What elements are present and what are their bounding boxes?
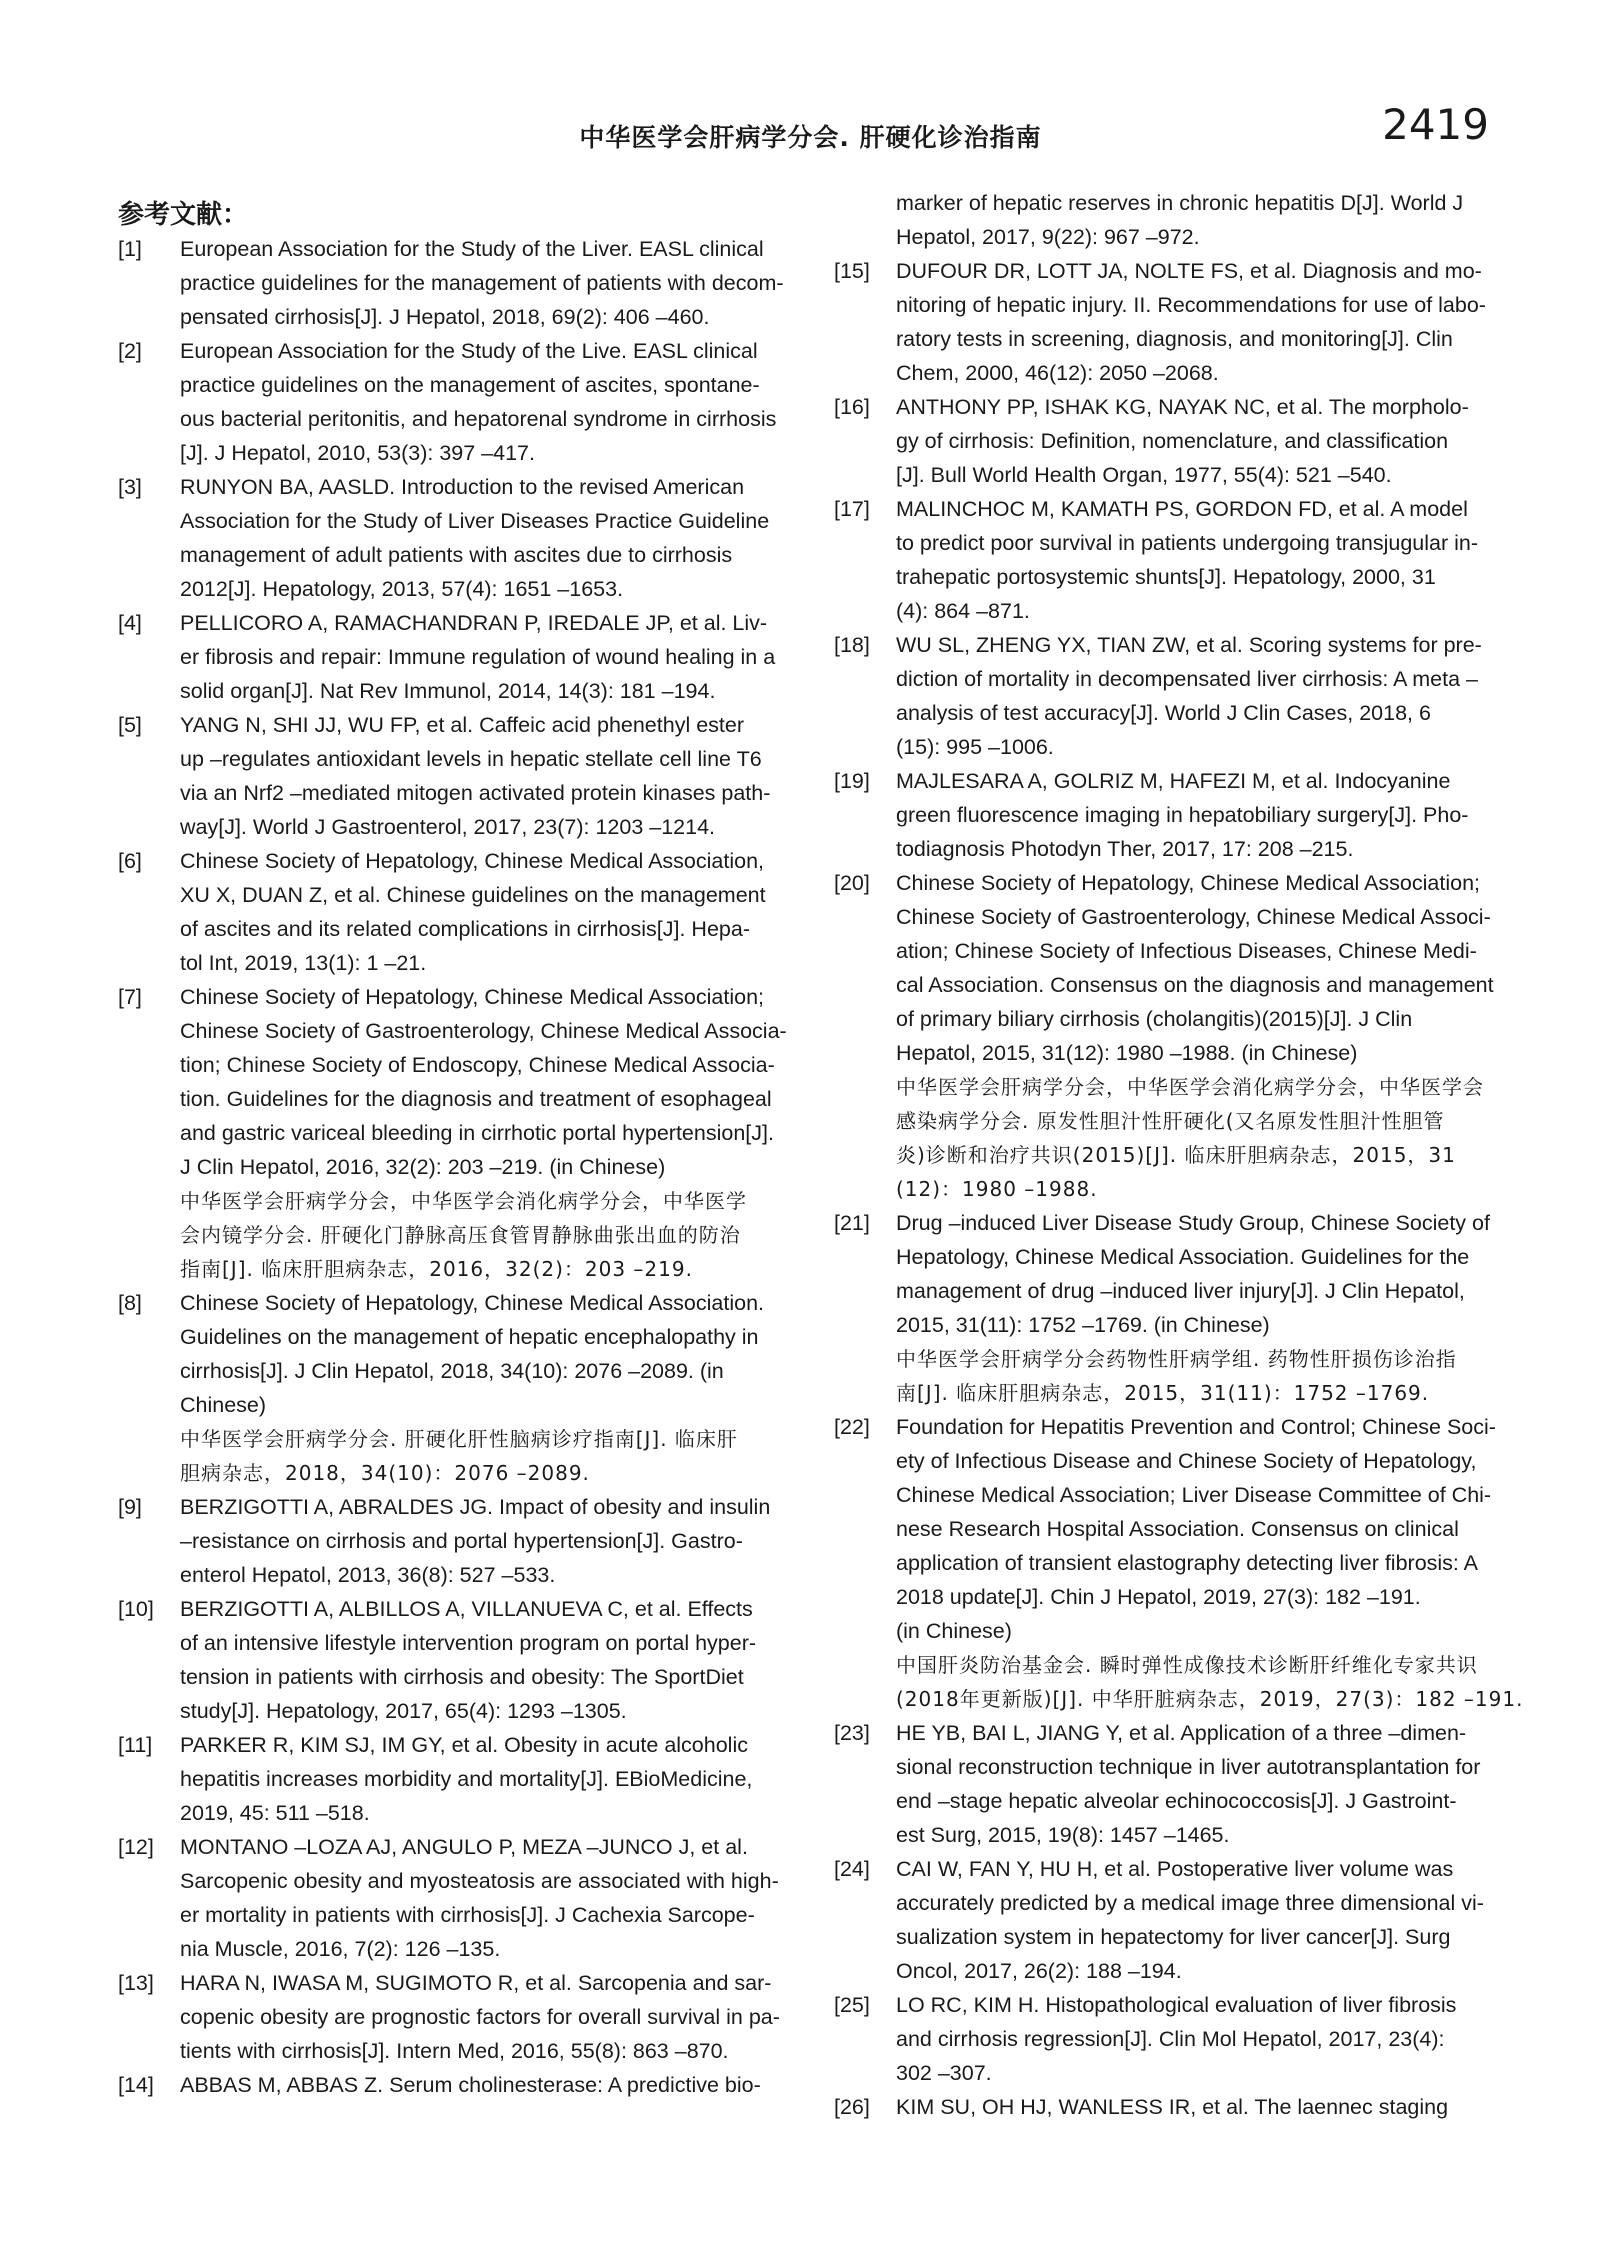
reference-chinese-line: 南[J]. 临床肝胆病杂志，2015，31(11)：1752 –1769. xyxy=(896,1381,1430,1405)
reference-number: [12] xyxy=(118,1835,154,1859)
reference-number: [7] xyxy=(118,985,142,1009)
reference-chinese-line: 中华医学会肝病学分会. 肝硬化肝性脑病诊疗指南[J]. 临床肝 xyxy=(180,1427,738,1451)
reference-line: er fibrosis and repair: Immune regulation of wound healing in a xyxy=(180,645,776,669)
reference-line: 2012[J]. Hepatology, 2013, 57(4): 1651 –1653. xyxy=(180,577,624,601)
reference-line: (4): 864 –871. xyxy=(896,599,1030,623)
reference-text xyxy=(896,764,1510,866)
reference-text xyxy=(896,866,1510,1206)
reference-chinese-line: (12)：1980 –1988. xyxy=(896,1177,1098,1201)
reference-text xyxy=(180,2068,798,2102)
reference-line: cal Association. Consensus on the diagnosis and management xyxy=(896,973,1494,997)
reference-entry xyxy=(834,492,1510,628)
reference-text xyxy=(896,1852,1510,1988)
reference-line: YANG N, SHI JJ, WU FP, et al. Caffeic acid phenethyl ester xyxy=(180,713,744,737)
reference-text xyxy=(180,708,798,844)
reference-number: [23] xyxy=(834,1721,870,1745)
reference-line: solid organ[J]. Nat Rev Immunol, 2014, 14(3): 181 –194. xyxy=(180,679,716,703)
reference-chinese-line: 会内镜学分会. 肝硬化门静脉高压食管胃静脉曲张出血的防治 xyxy=(180,1223,741,1247)
reference-number: [26] xyxy=(834,2095,870,2119)
reference-entry xyxy=(118,470,798,606)
reference-number: [8] xyxy=(118,1291,142,1315)
reference-line: tol Int, 2019, 13(1): 1 –21. xyxy=(180,951,427,975)
reference-number: [3] xyxy=(118,475,142,499)
reference-entry xyxy=(118,232,798,334)
reference-line: green fluorescence imaging in hepatobiliary surgery[J]. Pho- xyxy=(896,803,1469,827)
reference-line: trahepatic portosystemic shunts[J]. Hepatology, 2000, 31 xyxy=(896,565,1436,589)
reference-entry xyxy=(118,1286,798,1490)
reference-line: up –regulates antioxidant levels in hepatic stellate cell line T6 xyxy=(180,747,762,771)
reference-line: (15): 995 –1006. xyxy=(896,735,1054,759)
reference-text xyxy=(896,1988,1510,2090)
reference-line: diction of mortality in decompensated liver cirrhosis: A meta – xyxy=(896,667,1478,691)
reference-number: [10] xyxy=(118,1597,154,1621)
reference-line: PARKER R, KIM SJ, IM GY, et al. Obesity in acute alcoholic xyxy=(180,1733,748,1757)
reference-entry xyxy=(834,866,1510,1206)
reference-line: [J]. Bull World Health Organ, 1977, 55(4): 521 –540. xyxy=(896,463,1392,487)
reference-text xyxy=(180,844,798,980)
reference-line: of an intensive lifestyle intervention program on portal hyper- xyxy=(180,1631,757,1655)
left-column xyxy=(118,186,798,2102)
reference-line: DUFOUR DR, LOTT JA, NOLTE FS, et al. Diagnosis and mo- xyxy=(896,259,1482,283)
reference-list-right xyxy=(834,254,1524,2124)
reference-number: [16] xyxy=(834,395,870,419)
reference-number: [17] xyxy=(834,497,870,521)
reference-line: Chem, 2000, 46(12): 2050 –2068. xyxy=(896,361,1219,385)
reference-line: cirrhosis[J]. J Clin Hepatol, 2018, 34(10): 2076 –2089. (in xyxy=(180,1359,724,1383)
reference-line: of primary biliary cirrhosis (cholangitis)(2015)[J]. J Clin xyxy=(896,1007,1413,1031)
reference-number: [20] xyxy=(834,871,870,895)
reference-line: MALINCHOC M, KAMATH PS, GORDON FD, et al. A model xyxy=(896,497,1468,521)
reference-text xyxy=(896,1410,1523,1716)
reference-entry xyxy=(118,1490,798,1592)
reference-line: BERZIGOTTI A, ALBILLOS A, VILLANUEVA C, et al. Effects xyxy=(180,1597,753,1621)
reference-number: [15] xyxy=(834,259,870,283)
reference-line: Chinese Society of Hepatology, Chinese Medical Association, xyxy=(180,849,765,873)
reference-line: Chinese Society of Hepatology, Chinese Medical Association; xyxy=(896,871,1481,895)
reference-text xyxy=(180,1830,798,1966)
reference-line: nese Research Hospital Association. Consensus on clinical xyxy=(896,1517,1459,1541)
reference-entry xyxy=(118,708,798,844)
reference-line: todiagnosis Photodyn Ther, 2017, 17: 208 –215. xyxy=(896,837,1354,861)
reference-line: 2015, 31(11): 1752 –1769. (in Chinese) xyxy=(896,1313,1270,1337)
reference-entry xyxy=(834,1716,1510,1852)
reference-chinese-line: 中华医学会肝病学分会药物性肝病学组. 药物性肝损伤诊治指 xyxy=(896,1347,1457,1371)
reference-entry xyxy=(834,1852,1510,1988)
reference-line: [J]. J Hepatol, 2010, 53(3): 397 –417. xyxy=(180,441,535,465)
reference-entry xyxy=(118,334,798,470)
reference-entry xyxy=(118,1966,798,2068)
reference-line: est Surg, 2015, 19(8): 1457 –1465. xyxy=(896,1823,1230,1847)
reference-list-left xyxy=(118,232,798,2102)
reference-text xyxy=(896,2090,1510,2124)
reference-number: [2] xyxy=(118,339,142,363)
reference-line: LO RC, KIM H. Histopathological evaluation of liver fibrosis xyxy=(896,1993,1457,2017)
reference-entry xyxy=(834,2090,1510,2124)
reference-line: European Association for the Study of the Live. EASL clinical xyxy=(180,339,758,363)
reference-number: [9] xyxy=(118,1495,142,1519)
reference-line: Association for the Study of Liver Diseases Practice Guideline xyxy=(180,509,770,533)
reference-line: via an Nrf2 –mediated mitogen activated protein kinases path- xyxy=(180,781,771,805)
reference-line: Chinese Medical Association; Liver Disease Committee of Chi- xyxy=(896,1483,1492,1507)
reference-line: Oncol, 2017, 26(2): 188 –194. xyxy=(896,1959,1182,1983)
reference-line: hepatitis increases morbidity and mortality[J]. EBioMedicine, xyxy=(180,1767,753,1791)
reference-line: Chinese Society of Hepatology, Chinese Medical Association; xyxy=(180,985,765,1009)
reference-line: 302 –307. xyxy=(896,2061,992,2085)
reference-line: XU X, DUAN Z, et al. Chinese guidelines on the management xyxy=(180,883,766,907)
reference-text xyxy=(180,606,798,708)
reference-chinese-line: 中国肝炎防治基金会. 瞬时弹性成像技术诊断肝纤维化专家共识 xyxy=(896,1653,1478,1677)
reference-line: Guidelines on the management of hepatic encephalopathy in xyxy=(180,1325,759,1349)
reference-line: analysis of test accuracy[J]. World J Clin Cases, 2018, 6 xyxy=(896,701,1431,725)
reference-text xyxy=(896,390,1510,492)
reference-chinese-line: 中华医学会肝病学分会，中华医学会消化病学分会，中华医学会 xyxy=(896,1075,1484,1099)
reference-entry xyxy=(118,980,798,1286)
reference-line: and cirrhosis regression[J]. Clin Mol Hepatol, 2017, 23(4): xyxy=(896,2027,1445,2051)
reference-entry xyxy=(834,1206,1510,1410)
reference-number: [21] xyxy=(834,1211,870,1235)
reference-line: European Association for the Study of the Liver. EASL clinical xyxy=(180,237,764,261)
reference-line: PELLICORO A, RAMACHANDRAN P, IREDALE JP, et al. Liv- xyxy=(180,611,768,635)
reference-text xyxy=(180,334,798,470)
reference-number: [24] xyxy=(834,1857,870,1881)
reference-entry xyxy=(118,1728,798,1830)
reference-line: and gastric variceal bleeding in cirrhotic portal hypertension[J]. xyxy=(180,1121,774,1145)
reference-line: tion; Chinese Society of Endoscopy, Chinese Medical Associa- xyxy=(180,1053,775,1077)
reference-line: tension in patients with cirrhosis and obesity: The SportDiet xyxy=(180,1665,744,1689)
reference-line: Sarcopenic obesity and myosteatosis are associated with high- xyxy=(180,1869,779,1893)
reference-line: nitoring of hepatic injury. II. Recommendations for use of labo- xyxy=(896,293,1486,317)
reference-number: [19] xyxy=(834,769,870,793)
reference-line: Chinese) xyxy=(180,1393,267,1417)
reference-line: study[J]. Hepatology, 2017, 65(4): 1293 –1305. xyxy=(180,1699,627,1723)
reference-line: Chinese Society of Hepatology, Chinese Medical Association. xyxy=(180,1291,765,1315)
reference-text xyxy=(180,470,798,606)
references-heading: 参考文献： xyxy=(118,200,249,230)
reference-text xyxy=(896,254,1510,390)
reference-line: management of drug –induced liver injury[J]. J Clin Hepatol, xyxy=(896,1279,1465,1303)
reference-entry xyxy=(834,1988,1510,2090)
reference-text xyxy=(180,232,798,334)
reference-line: Drug –induced Liver Disease Study Group, Chinese Society of xyxy=(896,1211,1490,1235)
reference-number: [1] xyxy=(118,237,142,261)
reference-number: [11] xyxy=(118,1733,153,1757)
right-column xyxy=(834,186,1524,2124)
reference-line: ABBAS M, ABBAS Z. Serum cholinesterase: A predictive bio- xyxy=(180,2073,761,2097)
reference-line: ety of Infectious Disease and Chinese Society of Hepatology, xyxy=(896,1449,1477,1473)
reference-entry xyxy=(834,1410,1524,1716)
reference-line: end –stage hepatic alveolar echinococcosis[J]. J Gastroint- xyxy=(896,1789,1457,1813)
reference-line: enterol Hepatol, 2013, 36(8): 527 –533. xyxy=(180,1563,556,1587)
reference-line: BERZIGOTTI A, ABRALDES JG. Impact of obesity and insulin xyxy=(180,1495,771,1519)
reference-chinese-line: 感染病学分会. 原发性胆汁性肝硬化(又名原发性胆汁性胆管 xyxy=(896,1109,1445,1133)
reference-chinese-line: 中华医学会肝病学分会，中华医学会消化病学分会，中华医学 xyxy=(180,1189,747,1213)
reference-text xyxy=(896,1716,1510,1852)
reference-text xyxy=(896,492,1510,628)
reference-line: ANTHONY PP, ISHAK KG, NAYAK NC, et al. The morpholo- xyxy=(896,395,1469,419)
reference-text xyxy=(180,1592,798,1728)
reference-line: HARA N, IWASA M, SUGIMOTO R, et al. Sarcopenia and sar- xyxy=(180,1971,772,1995)
reference-chinese-line: 炎)诊断和治疗共识(2015)[J]. 临床肝胆病杂志，2015，31 xyxy=(896,1143,1456,1167)
page-number: 2419 xyxy=(1382,100,1489,149)
reference-line: 2019, 45: 511 –518. xyxy=(180,1801,370,1825)
reference-line: sualization system in hepatectomy for liver cancer[J]. Surg xyxy=(896,1925,1451,1949)
reference-line: MAJLESARA A, GOLRIZ M, HAFEZI M, et al. Indocyanine xyxy=(896,769,1451,793)
reference-number: [25] xyxy=(834,1993,870,2017)
reference-line: –resistance on cirrhosis and portal hypertension[J]. Gastro- xyxy=(180,1529,743,1553)
reference-line: Hepatol, 2017, 9(22): 967 –972. xyxy=(896,225,1200,249)
reference-line: to predict poor survival in patients undergoing transjugular in- xyxy=(896,531,1479,555)
reference-line: application of transient elastography detecting liver fibrosis: A xyxy=(896,1551,1479,1575)
reference-line: RUNYON BA, AASLD. Introduction to the revised American xyxy=(180,475,745,499)
reference-chinese-line: (2018年更新版)[J]. 中华肝脏病杂志，2019，27(3)：182 –191. xyxy=(896,1687,1524,1711)
reference-chinese-line: 胆病杂志，2018，34(10)：2076 –2089. xyxy=(180,1461,590,1485)
reference-line: ratory tests in screening, diagnosis, and monitoring[J]. Clin xyxy=(896,327,1453,351)
reference-line: sional reconstruction technique in liver autotransplantation for xyxy=(896,1755,1481,1779)
reference-line: way[J]. World J Gastroenterol, 2017, 23(7): 1203 –1214. xyxy=(180,815,716,839)
reference-line: nia Muscle, 2016, 7(2): 126 –135. xyxy=(180,1937,501,1961)
reference-line: Hepatol, 2015, 31(12): 1980 –1988. (in Chinese) xyxy=(896,1041,1358,1065)
reference-entry xyxy=(118,1830,798,1966)
reference-line: tients with cirrhosis[J]. Intern Med, 2016, 55(8): 863 –870. xyxy=(180,2039,729,2063)
reference-entry xyxy=(118,844,798,980)
reference-line: of ascites and its related complications in cirrhosis[J]. Hepa- xyxy=(180,917,750,941)
reference-number: [13] xyxy=(118,1971,154,1995)
reference-line: gy of cirrhosis: Definition, nomenclature, and classification xyxy=(896,429,1449,453)
reference-line: practice guidelines on the management of ascites, spontane- xyxy=(180,373,760,397)
reference-line: copenic obesity are prognostic factors for overall survival in pa- xyxy=(180,2005,780,2029)
reference-number: [4] xyxy=(118,611,142,635)
reference-text xyxy=(180,980,798,1286)
reference-entry xyxy=(834,628,1510,764)
reference-text xyxy=(180,1286,798,1490)
reference-line: pensated cirrhosis[J]. J Hepatol, 2018, 69(2): 406 –460. xyxy=(180,305,710,329)
reference-entry xyxy=(834,390,1510,492)
reference-text xyxy=(896,628,1510,764)
reference-line: ous bacterial peritonitis, and hepatorenal syndrome in cirrhosis xyxy=(180,407,777,431)
reference-line: tion. Guidelines for the diagnosis and treatment of esophageal xyxy=(180,1087,772,1111)
reference-line: WU SL, ZHENG YX, TIAN ZW, et al. Scoring systems for pre- xyxy=(896,633,1482,657)
reference-line: practice guidelines for the management of patients with decom- xyxy=(180,271,784,295)
reference-number: [18] xyxy=(834,633,870,657)
reference-line: Hepatology, Chinese Medical Association. Guidelines for the xyxy=(896,1245,1470,1269)
reference-entry xyxy=(834,254,1510,390)
reference-line: MONTANO –LOZA AJ, ANGULO P, MEZA –JUNCO J, et al. xyxy=(180,1835,748,1859)
reference-line: accurately predicted by a medical image three dimensional vi- xyxy=(896,1891,1484,1915)
reference-text xyxy=(180,1490,798,1592)
reference-chinese-line: 指南[J]. 临床肝胆病杂志，2016，32(2)：203 –219. xyxy=(180,1257,693,1281)
reference-text xyxy=(180,1966,798,2068)
reference-line: CAI W, FAN Y, HU H, et al. Postoperative liver volume was xyxy=(896,1857,1454,1881)
reference-entry xyxy=(118,1592,798,1728)
reference-text xyxy=(180,1728,798,1830)
reference-line: Chinese Society of Gastroenterology, Chinese Medical Associa- xyxy=(180,1019,787,1043)
reference-entry xyxy=(118,2068,798,2102)
reference-line: marker of hepatic reserves in chronic hepatitis D[J]. World J xyxy=(896,191,1464,215)
reference-line: Chinese Society of Gastroenterology, Chinese Medical Associ- xyxy=(896,905,1491,929)
running-title: 中华医学会肝病学分会. 肝硬化诊治指南 xyxy=(579,123,1042,152)
reference-line: management of adult patients with ascites due to cirrhosis xyxy=(180,543,733,567)
reference-line: ation; Chinese Society of Infectious Diseases, Chinese Medi- xyxy=(896,939,1477,963)
reference-entry xyxy=(118,606,798,708)
reference-continuation xyxy=(834,186,1510,254)
reference-number: [22] xyxy=(834,1415,870,1439)
reference-number: [6] xyxy=(118,849,142,873)
reference-line: Foundation for Hepatitis Prevention and Control; Chinese Soci- xyxy=(896,1415,1496,1439)
reference-number: [5] xyxy=(118,713,142,737)
reference-number: [14] xyxy=(118,2073,154,2097)
reference-entry xyxy=(834,764,1510,866)
reference-line: (in Chinese) xyxy=(896,1619,1012,1643)
reference-line: KIM SU, OH HJ, WANLESS IR, et al. The laennec staging xyxy=(896,2095,1449,2119)
reference-line: er mortality in patients with cirrhosis[J]. J Cachexia Sarcope- xyxy=(180,1903,755,1927)
reference-line: HE YB, BAI L, JIANG Y, et al. Application of a three –dimen- xyxy=(896,1721,1467,1745)
reference-line: 2018 update[J]. Chin J Hepatol, 2019, 27(3): 182 –191. xyxy=(896,1585,1421,1609)
reference-text xyxy=(896,1206,1510,1410)
reference-line: J Clin Hepatol, 2016, 32(2): 203 –219. (in Chinese) xyxy=(180,1155,666,1179)
